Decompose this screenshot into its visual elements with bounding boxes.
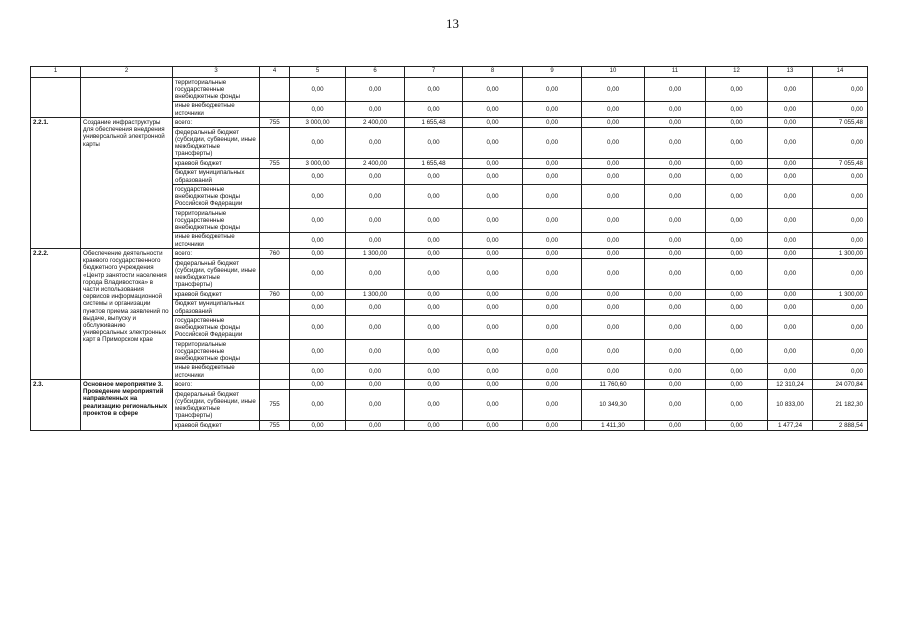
admin-code [260,300,290,316]
total-value: 2 888,54 [813,421,868,431]
year-value: 0,00 [346,209,405,233]
year-value: 0,00 [706,249,768,259]
column-number-cell: 8 [463,67,523,78]
year-value: 0,00 [346,316,405,340]
total-value: 0,00 [813,78,868,102]
admin-code [260,233,290,249]
funding-source: государственные внебюджетные фонды Российской Федерации [173,185,260,209]
column-number-cell: 10 [582,67,645,78]
year-value: 0,00 [582,209,645,233]
column-number-cell: 7 [405,67,463,78]
year-value: 0,00 [290,316,346,340]
total-value: 0,00 [813,340,868,364]
funding-source: иные внебюджетные источники [173,102,260,118]
funding-source: краевой бюджет [173,290,260,300]
year-value: 0,00 [463,380,523,390]
year-value: 0,00 [645,249,706,259]
year-value: 0,00 [582,290,645,300]
year-value: 0,00 [706,290,768,300]
year-value: 0,00 [463,185,523,209]
year-value: 0,00 [290,380,346,390]
funding-source: всего: [173,249,260,259]
year-value: 0,00 [290,259,346,290]
year-value: 2 400,00 [346,118,405,128]
year-value: 0,00 [645,316,706,340]
year-value: 0,00 [582,169,645,185]
year-value: 0,00 [405,169,463,185]
year-value: 0,00 [582,102,645,118]
year-value: 0,00 [523,290,582,300]
year-value: 0,00 [463,421,523,431]
year-value: 0,00 [582,159,645,169]
page-number: 13 [446,16,459,31]
column-number-row [31,67,868,78]
year-value: 0,00 [523,159,582,169]
year-value: 0,00 [582,233,645,249]
year-value: 0,00 [346,128,405,159]
year-value: 3 000,00 [290,118,346,128]
total-value: 0,00 [813,209,868,233]
item-number: 2.3. [31,380,81,431]
year-value: 0,00 [463,128,523,159]
year-value: 0,00 [346,390,405,421]
year-value: 0,00 [405,78,463,102]
year-value: 0,00 [290,300,346,316]
admin-code: 755 [260,118,290,128]
funding-source: территориальные государственные внебюджетные фонды [173,209,260,233]
column-number-cell: 2 [81,67,173,78]
year-value: 1 300,00 [346,290,405,300]
year-value: 0,00 [346,78,405,102]
year-value: 0,00 [463,78,523,102]
total-value: 7 055,48 [813,118,868,128]
year-value: 0,00 [582,340,645,364]
year-value: 0,00 [523,259,582,290]
year-value: 0,00 [582,316,645,340]
year-value: 0,00 [645,169,706,185]
year-value: 0,00 [768,316,813,340]
year-value: 0,00 [463,159,523,169]
funding-source: территориальные государственные внебюджетные фонды [173,78,260,102]
funding-source: государственные внебюджетные фонды Российской Федерации [173,316,260,340]
total-value: 0,00 [813,316,868,340]
year-value: 0,00 [405,185,463,209]
year-value: 0,00 [523,102,582,118]
admin-code [260,209,290,233]
year-value: 0,00 [582,249,645,259]
year-value: 0,00 [463,233,523,249]
year-value: 0,00 [706,118,768,128]
funding-source: краевой бюджет [173,421,260,431]
year-value: 0,00 [523,249,582,259]
year-value: 0,00 [706,316,768,340]
year-value: 0,00 [582,128,645,159]
year-value: 0,00 [290,233,346,249]
item-name: Обеспечение деятельности краевого государственного бюджетного учреждения «Центр занятости населения города Владивостока» в части использования сервисов информационной системы и организации пунктов приема заявлений по выдаче, выпуску и обслуживанию универсальных электронных карт в Приморском крае [81,249,173,380]
year-value: 11 760,60 [582,380,645,390]
item-name: Создание инфраструктуры для обеспечения внедрения универсальной электронной карты [81,118,173,249]
admin-code: 755 [260,159,290,169]
admin-code [260,316,290,340]
admin-code: 760 [260,290,290,300]
year-value: 0,00 [523,78,582,102]
column-number-cell: 1 [31,67,81,78]
year-value: 0,00 [405,290,463,300]
year-value: 0,00 [463,316,523,340]
year-value: 0,00 [523,169,582,185]
year-value: 0,00 [582,78,645,102]
year-value: 0,00 [290,78,346,102]
year-value: 0,00 [582,118,645,128]
column-number-cell: 11 [645,67,706,78]
year-value: 0,00 [523,390,582,421]
total-value: 0,00 [813,233,868,249]
year-value: 0,00 [768,249,813,259]
year-value: 0,00 [523,185,582,209]
year-value: 0,00 [645,185,706,209]
year-value: 1 300,00 [346,249,405,259]
year-value: 0,00 [405,300,463,316]
admin-code: 755 [260,421,290,431]
year-value: 0,00 [290,364,346,380]
year-value: 0,00 [706,233,768,249]
year-value: 0,00 [645,233,706,249]
year-value: 0,00 [582,300,645,316]
year-value: 0,00 [405,259,463,290]
year-value: 0,00 [645,421,706,431]
year-value: 0,00 [645,128,706,159]
total-value: 0,00 [813,102,868,118]
year-value: 0,00 [405,364,463,380]
year-value: 0,00 [706,390,768,421]
budget-table [30,66,868,431]
year-value: 0,00 [706,78,768,102]
year-value: 0,00 [463,118,523,128]
year-value: 0,00 [346,259,405,290]
year-value: 0,00 [768,259,813,290]
year-value: 0,00 [706,421,768,431]
year-value: 0,00 [523,364,582,380]
year-value: 0,00 [346,421,405,431]
column-number-cell: 5 [290,67,346,78]
year-value: 10 833,00 [768,390,813,421]
year-value: 2 400,00 [346,159,405,169]
admin-code [260,128,290,159]
year-value: 0,00 [582,185,645,209]
year-value: 0,00 [290,102,346,118]
year-value: 0,00 [405,390,463,421]
year-value: 1 655,48 [405,118,463,128]
year-value: 0,00 [346,380,405,390]
admin-code [260,102,290,118]
total-value: 0,00 [813,169,868,185]
funding-source: бюджет муниципальных образований [173,300,260,316]
year-value: 0,00 [645,290,706,300]
year-value: 0,00 [645,118,706,128]
year-value: 0,00 [346,169,405,185]
total-value: 24 070,84 [813,380,868,390]
year-value: 0,00 [706,159,768,169]
year-value: 0,00 [405,209,463,233]
year-value: 12 310,24 [768,380,813,390]
year-value: 0,00 [645,102,706,118]
year-value: 0,00 [706,169,768,185]
year-value: 0,00 [645,209,706,233]
admin-code [260,169,290,185]
year-value: 0,00 [706,340,768,364]
admin-code: 760 [260,249,290,259]
year-value: 0,00 [768,102,813,118]
column-number-cell: 6 [346,67,405,78]
year-value: 0,00 [290,249,346,259]
year-value: 0,00 [645,390,706,421]
item-number: 2.2.2. [31,249,81,380]
year-value: 0,00 [523,209,582,233]
item-number [31,78,81,118]
year-value: 1 411,30 [582,421,645,431]
year-value: 1 477,24 [768,421,813,431]
admin-code [260,340,290,364]
year-value: 0,00 [706,128,768,159]
admin-code [260,78,290,102]
year-value: 0,00 [405,102,463,118]
column-number-cell: 3 [173,67,260,78]
item-name [81,78,173,118]
year-value: 0,00 [523,316,582,340]
year-value: 0,00 [290,185,346,209]
year-value: 0,00 [405,421,463,431]
year-value: 0,00 [768,185,813,209]
year-value: 0,00 [463,290,523,300]
year-value: 1 655,48 [405,159,463,169]
admin-code [260,364,290,380]
admin-code [260,185,290,209]
year-value: 0,00 [463,390,523,421]
total-value: 0,00 [813,259,868,290]
year-value: 0,00 [645,159,706,169]
year-value: 0,00 [346,364,405,380]
year-value: 0,00 [463,364,523,380]
year-value: 0,00 [405,380,463,390]
year-value: 0,00 [346,102,405,118]
funding-source: бюджет муниципальных образований [173,169,260,185]
year-value: 3 000,00 [290,159,346,169]
table-row [31,78,868,102]
year-value: 0,00 [523,233,582,249]
year-value: 10 349,30 [582,390,645,421]
year-value: 0,00 [346,340,405,364]
column-number-cell: 14 [813,67,868,78]
year-value: 0,00 [706,380,768,390]
year-value: 0,00 [463,300,523,316]
year-value: 0,00 [290,421,346,431]
year-value: 0,00 [290,128,346,159]
year-value: 0,00 [768,128,813,159]
year-value: 0,00 [405,316,463,340]
year-value: 0,00 [405,233,463,249]
total-value: 0,00 [813,185,868,209]
year-value: 0,00 [768,169,813,185]
year-value: 0,00 [768,78,813,102]
year-value: 0,00 [645,364,706,380]
year-value: 0,00 [463,102,523,118]
year-value: 0,00 [523,300,582,316]
year-value: 0,00 [346,300,405,316]
funding-source: федеральный бюджет (субсидии, субвенции, иные межбюджетные трансферты) [173,259,260,290]
year-value: 0,00 [290,169,346,185]
admin-code: 755 [260,390,290,421]
column-number-cell: 13 [768,67,813,78]
total-value: 7 055,48 [813,159,868,169]
funding-source: иные внебюджетные источники [173,233,260,249]
year-value: 0,00 [523,340,582,364]
year-value: 0,00 [463,169,523,185]
year-value: 0,00 [768,290,813,300]
item-name: Основное мероприятие 3. Проведение мероприятий направленных на реализацию региональных проектов в сфере [81,380,173,431]
year-value: 0,00 [706,364,768,380]
year-value: 0,00 [645,340,706,364]
total-value: 0,00 [813,300,868,316]
funding-source: федеральный бюджет (субсидии, субвенции, иные межбюджетные трансферты) [173,390,260,421]
year-value: 0,00 [582,364,645,380]
year-value: 0,00 [290,390,346,421]
year-value: 0,00 [463,249,523,259]
year-value: 0,00 [405,128,463,159]
year-value: 0,00 [463,259,523,290]
item-number: 2.2.1. [31,118,81,249]
year-value: 0,00 [706,185,768,209]
funding-source: всего: [173,118,260,128]
year-value: 0,00 [463,340,523,364]
year-value: 0,00 [768,118,813,128]
table-row [31,380,868,390]
year-value: 0,00 [645,259,706,290]
year-value: 0,00 [768,233,813,249]
column-number-cell: 9 [523,67,582,78]
year-value: 0,00 [768,209,813,233]
total-value: 21 182,30 [813,390,868,421]
admin-code [260,380,290,390]
total-value: 0,00 [813,128,868,159]
admin-code [260,259,290,290]
year-value: 0,00 [346,185,405,209]
year-value: 0,00 [523,421,582,431]
year-value: 0,00 [706,209,768,233]
year-value: 0,00 [582,259,645,290]
column-number-cell: 12 [706,67,768,78]
year-value: 0,00 [290,209,346,233]
year-value: 0,00 [768,300,813,316]
funding-source: краевой бюджет [173,159,260,169]
year-value: 0,00 [463,209,523,233]
year-value: 0,00 [645,300,706,316]
year-value: 0,00 [523,128,582,159]
column-number-cell: 4 [260,67,290,78]
year-value: 0,00 [645,380,706,390]
total-value: 1 300,00 [813,290,868,300]
year-value: 0,00 [768,159,813,169]
year-value: 0,00 [405,249,463,259]
year-value: 0,00 [706,102,768,118]
year-value: 0,00 [645,78,706,102]
total-value: 1 300,00 [813,249,868,259]
table-row [31,118,868,128]
year-value: 0,00 [523,118,582,128]
funding-source: федеральный бюджет (субсидии, субвенции, иные межбюджетные трансферты) [173,128,260,159]
funding-source: территориальные государственные внебюджетные фонды [173,340,260,364]
year-value: 0,00 [768,364,813,380]
year-value: 0,00 [405,340,463,364]
table-row [31,249,868,259]
funding-source: всего: [173,380,260,390]
year-value: 0,00 [768,340,813,364]
year-value: 0,00 [346,233,405,249]
year-value: 0,00 [290,340,346,364]
year-value: 0,00 [523,380,582,390]
year-value: 0,00 [706,300,768,316]
total-value: 0,00 [813,364,868,380]
year-value: 0,00 [290,290,346,300]
funding-source: иные внебюджетные источники [173,364,260,380]
year-value: 0,00 [706,259,768,290]
